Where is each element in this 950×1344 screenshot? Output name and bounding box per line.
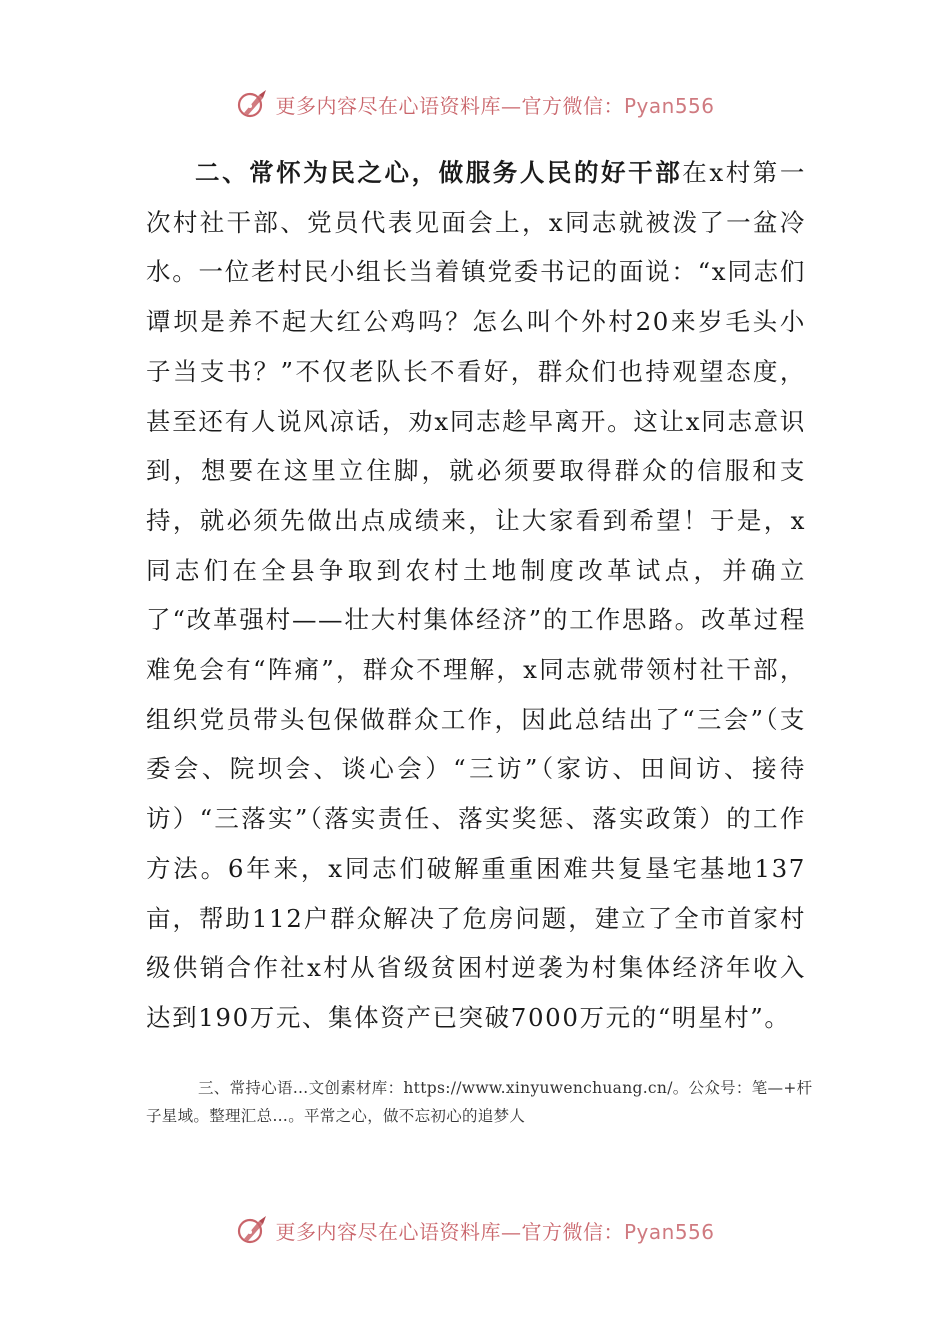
footer-watermark bbox=[0, 1210, 950, 1250]
watermark-content bbox=[235, 87, 714, 121]
pen-nib-circle-icon bbox=[235, 87, 269, 121]
watermark-text: 更多内容尽在心语资料库—官方微信：Pyan556 bbox=[275, 1219, 715, 1244]
article-paragraph bbox=[146, 148, 806, 1043]
section-heading: 二、常怀为民之心，做服务人民的好干部 bbox=[195, 158, 683, 187]
header-watermark bbox=[0, 84, 950, 124]
paragraph-body: 在x村第一次村社干部、党员代表见面会上，x同志就被泼了一盆冷水。一位老村民小组长当着镇党委书记的面说：“x同志们谭坝是养不起大红公鸡吗？怎么叫个外村20来岁毛头小子当支书？”不仅老队长不看好，群众们也持观望态度，甚至还有人说风凉话，劝x同志趁早离开。这让x同志意识到，想要在这里立住脚，就必须要取得群众的信服和支持，就必须先做出点成绩来，让大家看到希望！于是，x同志们在全县争取到农村土地制度改革试点，并确立了“改革强村——壮大村集体经济”的工作思路。改革过程难免会有“阵痛”，群众不理解，x同志就带领村社干部，组织党员带头包保做群众工作，因此总结出了“三会”（支委会、院坝会、谈心会）“三访”（家访、田间访、接待访）“三落实”（落实责任、落实奖惩、落实政策）的工作方法。6年来，x同志们破解重重困难共复垦宅基地137亩，帮助112户群众解决了危房问题，建立了全市首家村级供销合作社x村从省级贫困村逆袭为村集体经济年收入达到190万元、集体资产已突破7000万元的“明星村”。 bbox=[146, 158, 806, 1032]
pen-nib-circle-icon bbox=[235, 1213, 269, 1247]
footnote-text: 三、常持心语…文创素材库：https://www.xinyuwenchuang.cn/。公众号：笔—+杆子星域。整理汇总…。平常之心，做不忘初心的追梦人 bbox=[146, 1079, 813, 1125]
watermark-text: 更多内容尽在心语资料库—官方微信：Pyan556 bbox=[275, 93, 715, 118]
watermark-content bbox=[235, 1213, 714, 1247]
